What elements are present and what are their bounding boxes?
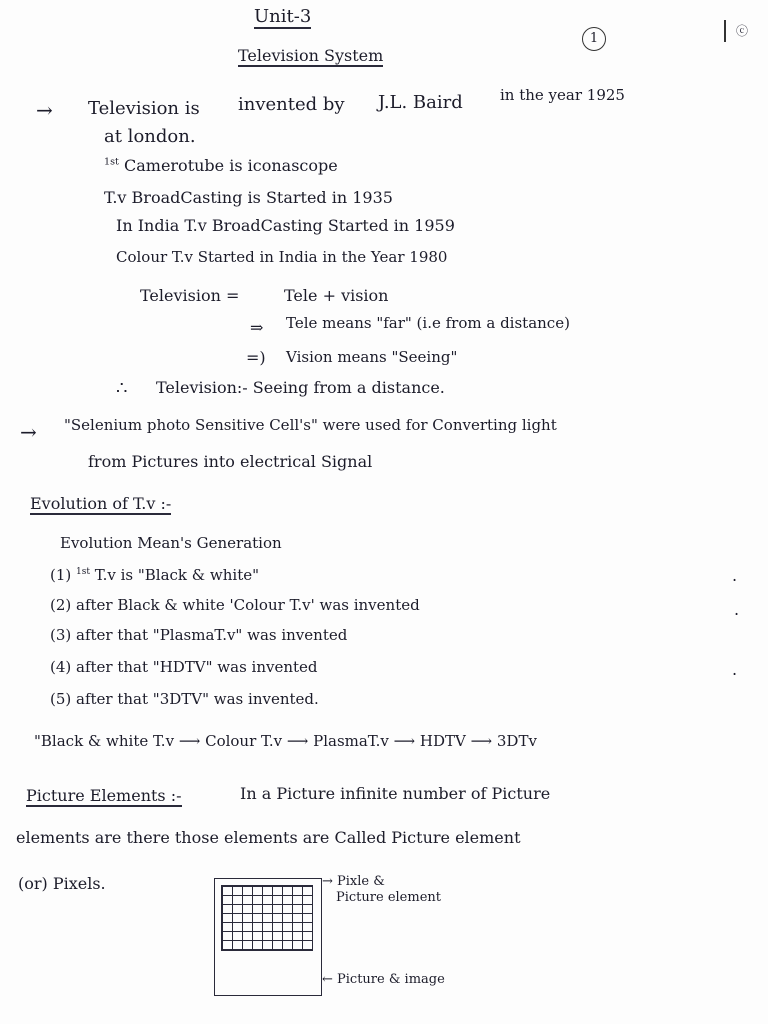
definition-eq-right: Tele + vision xyxy=(284,286,389,305)
bullet-arrow: → xyxy=(36,98,53,122)
page-number: 1 xyxy=(582,27,606,51)
definition-tele: Tele means "far" (i.e from a distance) xyxy=(286,314,570,332)
intro-line4: T.v BroadCasting is Started in 1935 xyxy=(104,188,393,207)
intro-line1-c: J.L. Baird xyxy=(378,92,463,113)
pixel-label-2: Picture element xyxy=(336,890,441,905)
evolution-item xyxy=(50,596,420,614)
ordinal-sup: 1st xyxy=(104,156,119,168)
selenium-line2: from Pictures into electrical Signal xyxy=(88,452,373,471)
evolution-flow: "Black & white T.v ⟶ Colour T.v ⟶ PlasmaT.v ⟶ HDTV ⟶ 3DTv xyxy=(34,732,537,750)
evolution-item-text: after that "PlasmaT.v" was invented xyxy=(76,626,348,644)
pixel-diagram xyxy=(214,878,322,996)
intro-line6: Colour T.v Started in India in the Year 1980 xyxy=(116,248,448,266)
selenium-line1: "Selenium photo Sensitive Cell's" were used for Converting light xyxy=(64,416,557,434)
evolution-item-number: (3) xyxy=(50,626,72,644)
intro-line5: In India T.v BroadCasting Started in 1959 xyxy=(116,216,455,235)
intro-line1-a: Television is xyxy=(88,98,200,119)
evolution-item xyxy=(50,626,347,644)
margin-dot: . xyxy=(732,566,738,585)
picture-elements-line1: In a Picture infinite number of Picture xyxy=(240,784,551,803)
definition-eq-left: Television = xyxy=(140,286,240,305)
evolution-item-number: (1) xyxy=(50,566,72,584)
evolution-item-text: after Black & white 'Colour T.v' was invented xyxy=(76,596,420,614)
definition-tele-arrow: ⇒ xyxy=(250,318,264,337)
evolution-item-number: (2) xyxy=(50,596,72,614)
image-label: ← Picture & image xyxy=(322,972,445,987)
definition-vision: Vision means "Seeing" xyxy=(286,348,458,366)
evolution-item-text: after that "HDTV" was invented xyxy=(76,658,318,676)
evolution-item xyxy=(50,658,318,676)
evolution-meaning: Evolution Mean's Generation xyxy=(60,534,282,552)
evolution-item-text: after that "3DTV" was invented. xyxy=(76,690,319,708)
evolution-item xyxy=(50,690,319,708)
page-edge-glyph: ⓒ xyxy=(736,24,749,38)
evolution-item xyxy=(50,566,259,584)
pixel-label-1: → Pixle & xyxy=(322,874,385,889)
pixel-grid xyxy=(221,885,313,951)
selenium-arrow: → xyxy=(20,420,37,444)
intro-line3 xyxy=(104,156,338,175)
therefore-sign: ∴ xyxy=(116,378,128,399)
page-title: Television System xyxy=(238,46,384,65)
evolution-item-number: (4) xyxy=(50,658,72,676)
intro-line1-d: in the year 1925 xyxy=(500,86,625,104)
evolution-item-text: T.v is "Black & white" xyxy=(94,566,259,584)
intro-line2: at london. xyxy=(104,126,196,147)
definition-vision-arrow: =) xyxy=(246,348,266,367)
definition-conclusion: Television:- Seeing from a distance. xyxy=(156,378,445,397)
page-edge-mark xyxy=(724,20,726,42)
ordinal-sup: 1st xyxy=(76,567,90,577)
evolution-item-number: (5) xyxy=(50,690,72,708)
intro-line1-b: invented by xyxy=(238,94,345,115)
margin-dot: . xyxy=(734,600,740,619)
unit-heading: Unit-3 xyxy=(254,6,312,27)
picture-elements-heading: Picture Elements :- xyxy=(26,786,182,805)
picture-elements-line2: elements are there those elements are Called Picture element xyxy=(16,828,521,847)
intro-line3-text: Camerotube is iconascope xyxy=(123,156,338,175)
margin-dot: . xyxy=(732,660,738,679)
picture-elements-line3: (or) Pixels. xyxy=(18,874,106,893)
evolution-heading: Evolution of T.v :- xyxy=(30,494,172,513)
